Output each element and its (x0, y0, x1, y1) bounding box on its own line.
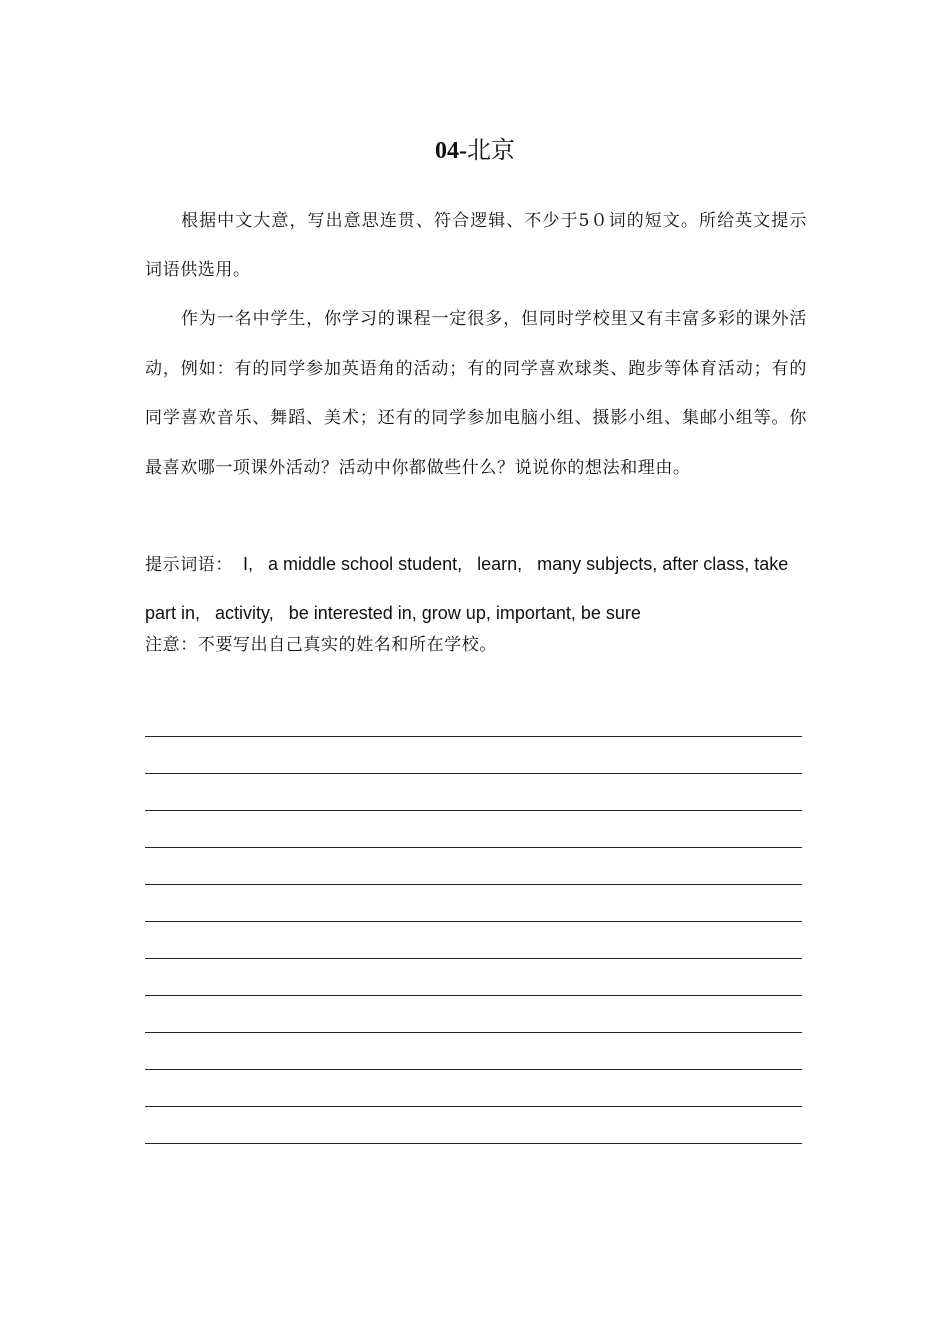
answer-line[interactable] (145, 1107, 802, 1144)
note-text: 注意：不要写出自己真实的姓名和所在学校。 (145, 635, 497, 655)
hint-words (145, 540, 815, 638)
hint-word-list: I, a middle school student, learn, many subjects, after class, take part in, activity, be interested in, grow up, important, be sure (145, 554, 794, 623)
prompt-paragraph: 作为一名中学生，你学习的课程一定很多，但同时学校里又有丰富多彩的课外活动，例如：有的同学参加英语角的活动；有的同学喜欢球类、跑步等体育活动；有的同学喜欢音乐、舞蹈、美术；还有的同学参加电脑小组、摄影小组、集邮小组等。你最喜欢哪一项课外活动？活动中你都做些什么？说说你的想法和理由。 (145, 309, 807, 478)
instruction-paragraph: 根据中文大意，写出意思连贯、符合逻辑、不少于5０词的短文。所给英文提示词语供选用。 (145, 211, 807, 280)
answer-line[interactable] (145, 1070, 802, 1107)
answer-line[interactable] (145, 1033, 802, 1070)
answer-line[interactable] (145, 811, 802, 848)
answer-line[interactable] (145, 996, 802, 1033)
answer-line[interactable] (145, 959, 802, 996)
answer-line[interactable] (145, 848, 802, 885)
answer-line[interactable] (145, 700, 802, 737)
title-number: 04- (435, 138, 467, 164)
answer-line[interactable] (145, 774, 802, 811)
answer-area[interactable] (145, 700, 802, 1144)
answer-line[interactable] (145, 885, 802, 922)
answer-line[interactable] (145, 922, 802, 959)
title-city: 北京 (467, 136, 515, 164)
answer-line[interactable] (145, 737, 802, 774)
page-title (0, 134, 950, 167)
hint-label: 提示词语： (145, 555, 233, 575)
